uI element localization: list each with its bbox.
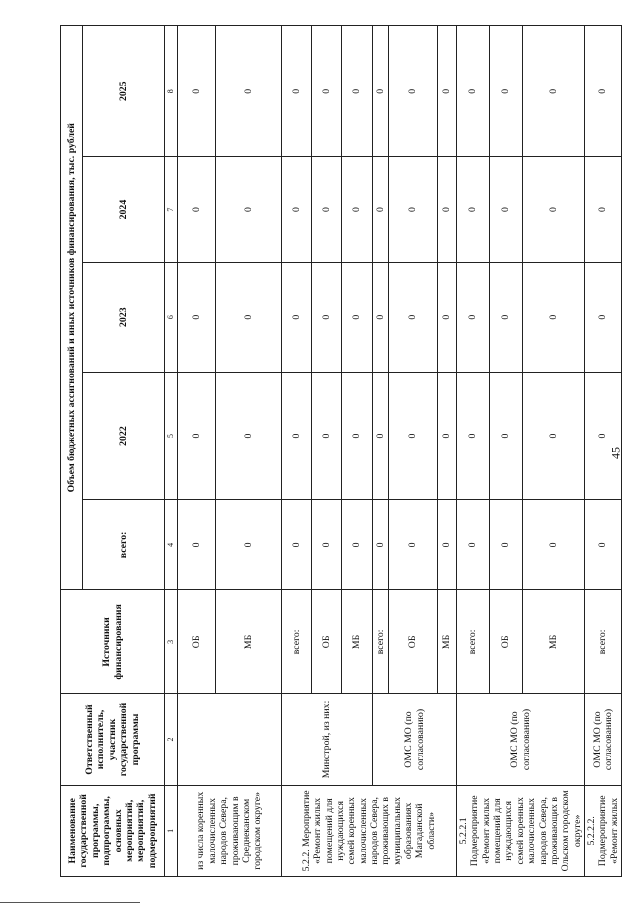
- header-funding-volume: Объем бюджетных ассигнований и иных источников финансирования, тыс. рублей: [61, 26, 83, 590]
- cell-2024: 0: [490, 157, 523, 262]
- row-source: всего:: [373, 590, 389, 694]
- cell-total: 0: [490, 500, 523, 590]
- cell-2025: 0: [457, 26, 490, 158]
- cell-2024: 0: [585, 157, 622, 262]
- row-name: 5.2.2.1 Подмероприятие «Ремонт жилых помещений для нуждающихся семей коренных малочисленных народов Севера, проживающих в Ольском городском округе»: [457, 785, 585, 876]
- header-year-2025: 2025: [83, 26, 165, 158]
- cell-2025: 0: [282, 26, 312, 158]
- cell-2025: 0: [438, 26, 457, 158]
- cell-2023: 0: [178, 262, 216, 372]
- scan-edge-line: [0, 902, 140, 903]
- cell-2022: 0: [490, 372, 523, 500]
- header-executor: Ответственный исполнитель, участник государственной программы: [61, 694, 165, 785]
- row-executor-empty: [178, 694, 282, 785]
- cell-2022: 0: [389, 372, 438, 500]
- row-executor: ОМС МО (по согласованию): [373, 694, 457, 785]
- cell-2022: 0: [585, 372, 622, 500]
- col-number: 1: [165, 785, 178, 876]
- cell-total: 0: [312, 500, 342, 590]
- row-source: всего:: [282, 590, 312, 694]
- row-executor: ОМС МО (по согласованию): [585, 694, 622, 785]
- cell-2023: 0: [373, 262, 389, 372]
- cell-total: 0: [585, 500, 622, 590]
- col-number: 2: [165, 694, 178, 785]
- row-executor: ОМС МО (по согласованию): [457, 694, 585, 785]
- cell-2022: 0: [312, 372, 342, 500]
- cell-2024: 0: [457, 157, 490, 262]
- cell-2023: 0: [585, 262, 622, 372]
- row-source: МБ: [438, 590, 457, 694]
- col-number: 7: [165, 157, 178, 262]
- row-name: из числа коренных малочисленных народов Севера, проживающим в Среднеканском городском округе»: [178, 785, 282, 876]
- cell-2023: 0: [312, 262, 342, 372]
- row-executor: Минстрой, из них:: [282, 694, 373, 785]
- cell-total: 0: [216, 500, 282, 590]
- cell-2023: 0: [389, 262, 438, 372]
- col-number: 3: [165, 590, 178, 694]
- cell-2024: 0: [282, 157, 312, 262]
- row-source: ОБ: [178, 590, 216, 694]
- header-year-2022: 2022: [83, 372, 165, 500]
- financing-table: [60, 25, 622, 877]
- row-source: всего:: [585, 590, 622, 694]
- cell-2023: 0: [457, 262, 490, 372]
- cell-2023: 0: [216, 262, 282, 372]
- cell-2025: 0: [178, 26, 216, 158]
- cell-2024: 0: [216, 157, 282, 262]
- row-source: ОБ: [312, 590, 342, 694]
- cell-2023: 0: [438, 262, 457, 372]
- cell-2025: 0: [373, 26, 389, 158]
- col-number: 4: [165, 500, 178, 590]
- cell-2025: 0: [312, 26, 342, 158]
- cell-total: 0: [438, 500, 457, 590]
- row-source: ОБ: [389, 590, 438, 694]
- row-name: 5.2.2. Мероприятие «Ремонт жилых помещений для нуждающихся семей коренных малочисленных народов Севера, проживающих в муниципальных образованиях Магаданской области»: [282, 785, 457, 876]
- header-program-name: Наименование государственной программы, подпрограммы, основных мероприятий, мероприятий, подмероприятий: [61, 785, 165, 876]
- header-funding-source: Источники финансирования: [61, 590, 165, 694]
- cell-2023: 0: [490, 262, 523, 372]
- header-year-2023: 2023: [83, 262, 165, 372]
- cell-2024: 0: [438, 157, 457, 262]
- row-name: 5.2.2.2. Подмероприятие «Ремонт жилых: [585, 785, 622, 876]
- cell-total: 0: [457, 500, 490, 590]
- row-source: МБ: [342, 590, 373, 694]
- cell-2025: 0: [342, 26, 373, 158]
- col-number: 5: [165, 372, 178, 500]
- cell-2022: 0: [523, 372, 585, 500]
- col-number: 6: [165, 262, 178, 372]
- cell-2024: 0: [312, 157, 342, 262]
- cell-2025: 0: [585, 26, 622, 158]
- cell-2024: 0: [523, 157, 585, 262]
- row-source: ОБ: [490, 590, 523, 694]
- cell-2023: 0: [523, 262, 585, 372]
- cell-total: 0: [342, 500, 373, 590]
- row-source: всего:: [457, 590, 490, 694]
- cell-2022: 0: [282, 372, 312, 500]
- cell-2023: 0: [282, 262, 312, 372]
- cell-2022: 0: [457, 372, 490, 500]
- cell-total: 0: [282, 500, 312, 590]
- cell-2024: 0: [373, 157, 389, 262]
- cell-2022: 0: [373, 372, 389, 500]
- cell-2022: 0: [438, 372, 457, 500]
- cell-2025: 0: [523, 26, 585, 158]
- header-year-2024: 2024: [83, 157, 165, 262]
- cell-2025: 0: [216, 26, 282, 158]
- cell-2025: 0: [490, 26, 523, 158]
- cell-total: 0: [389, 500, 438, 590]
- cell-2023: 0: [342, 262, 373, 372]
- col-number: 8: [165, 26, 178, 158]
- cell-2025: 0: [389, 26, 438, 158]
- cell-2024: 0: [342, 157, 373, 262]
- cell-2022: 0: [178, 372, 216, 500]
- cell-total: 0: [523, 500, 585, 590]
- cell-total: 0: [178, 500, 216, 590]
- row-source: МБ: [523, 590, 585, 694]
- cell-2024: 0: [389, 157, 438, 262]
- cell-2024: 0: [178, 157, 216, 262]
- row-source: МБ: [216, 590, 282, 694]
- cell-2022: 0: [342, 372, 373, 500]
- page-number: 45: [608, 447, 623, 459]
- header-year-total: всего:: [83, 500, 165, 590]
- cell-total: 0: [373, 500, 389, 590]
- cell-2022: 0: [216, 372, 282, 500]
